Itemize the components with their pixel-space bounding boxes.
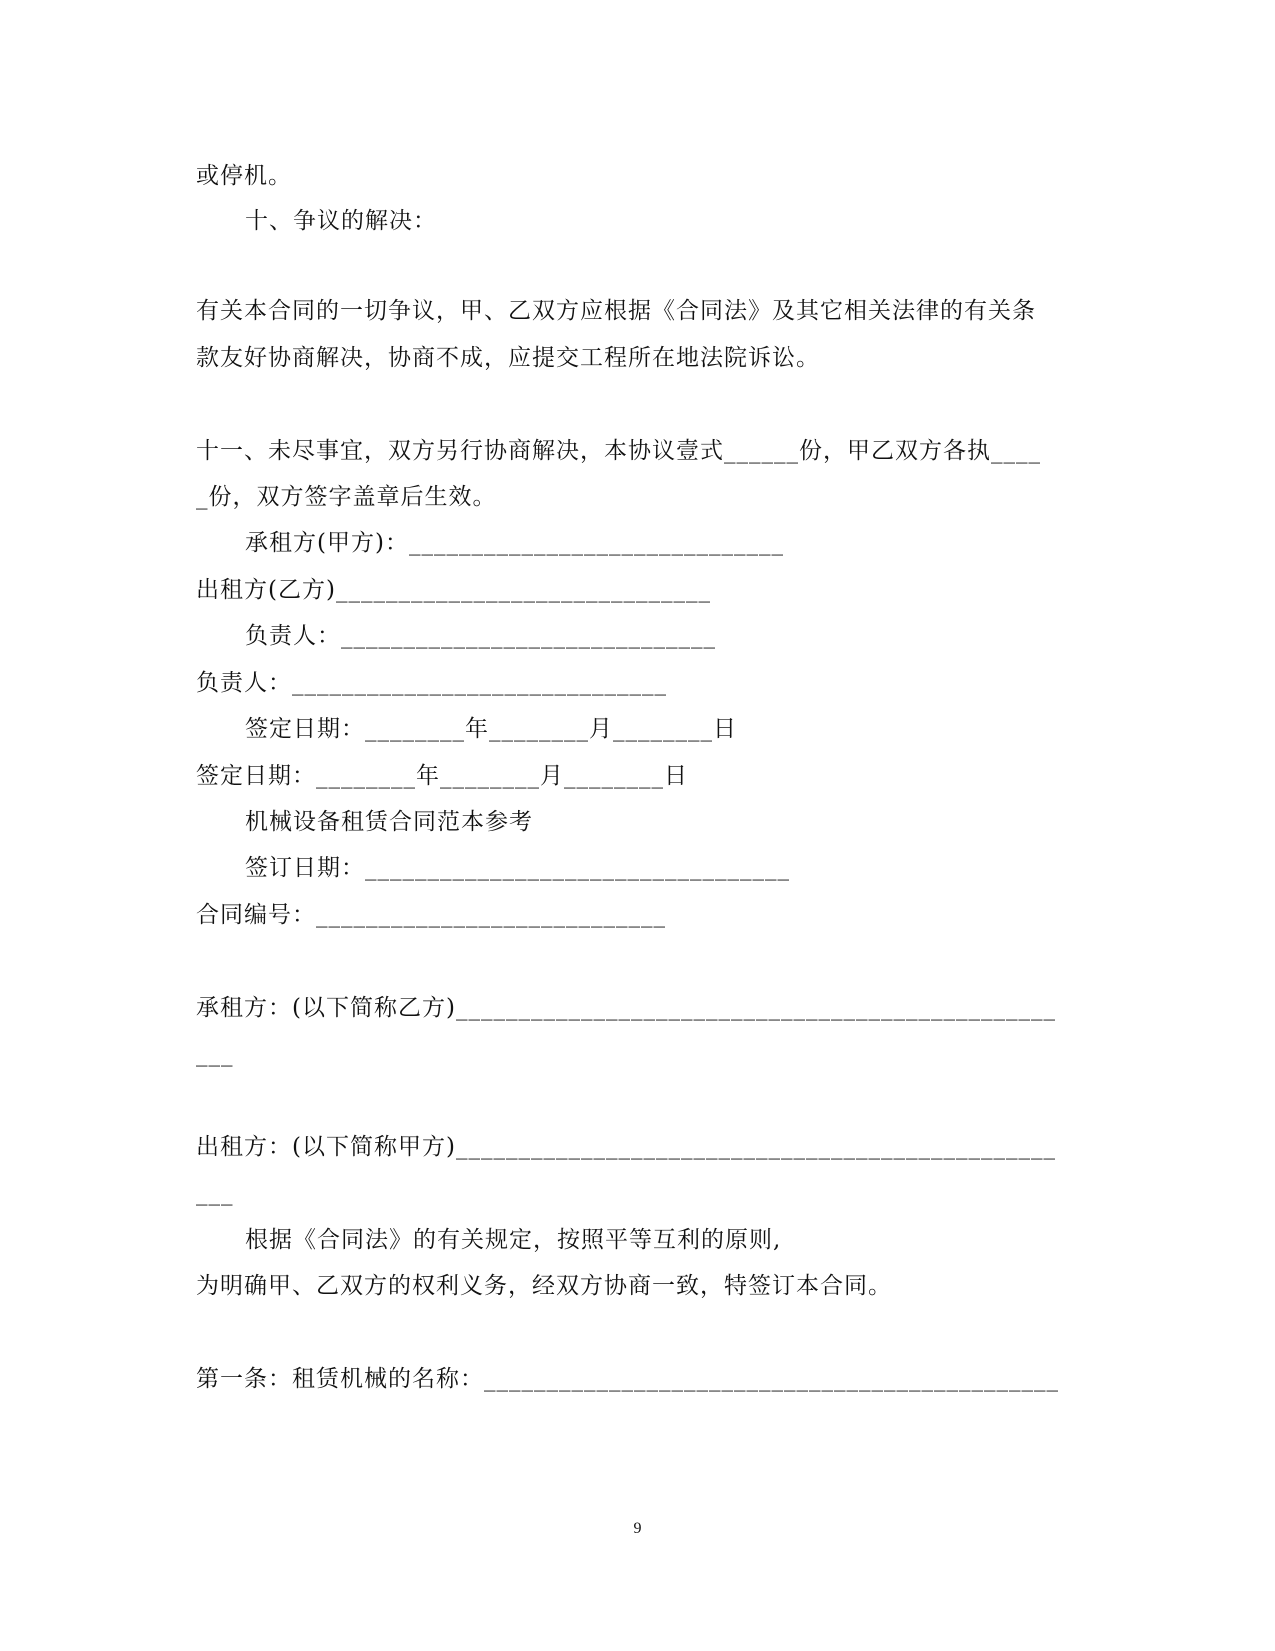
date-field: 签定日期：________年________月________日	[245, 716, 737, 742]
text-line: 款友好协商解决，协商不成，应提交工程所在地法院诉讼。	[196, 345, 820, 371]
text-line: 根据《合同法》的有关规定，按照平等互利的原则,	[245, 1227, 782, 1253]
page-number: 9	[633, 1520, 642, 1537]
document-subtitle: 机械设备租赁合同范本参考	[245, 809, 533, 835]
signature-field: 承租方(甲方)：______________________________	[245, 530, 784, 556]
text-line: 有关本合同的一切争议，甲、乙双方应根据《合同法》及其它相关法律的有关条	[196, 298, 1036, 324]
party-field: 承租方：(以下简称乙方)________________________________________________	[196, 995, 1056, 1021]
date-field: 签订日期：__________________________________	[245, 855, 790, 881]
signature-field: 负责人：______________________________	[245, 623, 716, 649]
text-line: 为明确甲、乙双方的权利义务，经双方协商一致，特签订本合同。	[196, 1273, 892, 1299]
party-field-continuation: ___	[196, 1180, 234, 1206]
party-field: 出租方：(以下简称甲方)________________________________________________	[196, 1134, 1056, 1160]
signature-field: 出租方(乙方)______________________________	[196, 577, 711, 603]
text-line: 或停机。	[196, 163, 292, 189]
text-line: 十一、未尽事宜，双方另行协商解决，本协议壹式______份，甲乙双方各执____	[196, 438, 1041, 464]
date-field: 签定日期：________年________月________日	[196, 763, 688, 789]
contract-number-field: 合同编号：____________________________	[196, 902, 666, 928]
signature-field: 负责人：______________________________	[196, 670, 667, 696]
section-heading: 十、争议的解决：	[245, 208, 437, 234]
text-line: _份，双方签字盖章后生效。	[196, 484, 497, 510]
party-field-continuation: ___	[196, 1041, 234, 1067]
clause-line: 第一条：租赁机械的名称：______________________________________________	[196, 1366, 1059, 1392]
